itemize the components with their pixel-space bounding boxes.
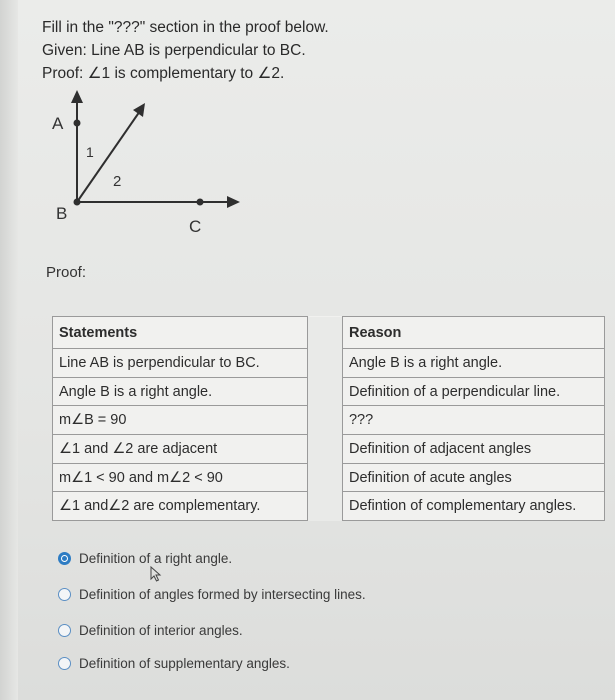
column-gap xyxy=(307,349,342,378)
table-row xyxy=(53,492,605,521)
table-row xyxy=(53,463,605,492)
label-b: B xyxy=(56,204,68,223)
angle-diagram xyxy=(40,85,260,245)
label-a: A xyxy=(52,114,64,133)
label-angle-1: 1 xyxy=(86,144,94,160)
choice-label: Definition of supplementary angles. xyxy=(79,656,290,671)
radio-icon[interactable] xyxy=(58,624,71,637)
column-gap xyxy=(307,406,342,435)
reason-cell: Definition of acute angles xyxy=(342,463,604,492)
question-prove: Proof: ∠1 is complementary to ∠2. xyxy=(42,65,285,82)
choice-right-angle[interactable] xyxy=(58,551,232,566)
question-instruction: Fill in the "???" section in the proof below. xyxy=(42,19,329,36)
choice-label: Definition of angles formed by intersecting lines. xyxy=(79,587,366,602)
reason-cell: Angle B is a right angle. xyxy=(342,349,604,378)
statement-cell: m∠B = 90 xyxy=(53,406,308,435)
proof-table xyxy=(52,316,605,521)
screen-edge xyxy=(0,0,18,700)
column-gap xyxy=(307,377,342,406)
arrowhead-a xyxy=(71,90,83,103)
statement-cell: ∠1 and∠2 are complementary. xyxy=(53,492,308,521)
proof-label: Proof: xyxy=(46,264,87,281)
radio-selected-icon[interactable] xyxy=(58,552,71,565)
statement-cell: ∠1 and ∠2 are adjacent xyxy=(53,435,308,464)
header-reason: Reason xyxy=(342,317,604,349)
statement-cell: m∠1 < 90 and m∠2 < 90 xyxy=(53,463,308,492)
point-b xyxy=(74,199,81,206)
point-a xyxy=(74,120,81,127)
label-angle-2: 2 xyxy=(113,173,122,190)
table-row xyxy=(53,349,605,378)
radio-icon[interactable] xyxy=(58,657,71,670)
label-c: C xyxy=(189,217,202,236)
choice-interior-angles[interactable] xyxy=(58,623,243,638)
mouse-pointer-icon xyxy=(150,566,162,582)
table-row xyxy=(53,435,605,464)
question-given: Given: Line AB is perpendicular to BC. xyxy=(42,42,306,59)
table-header-row xyxy=(53,317,605,349)
table-row xyxy=(53,377,605,406)
reason-cell: Defintion of complementary angles. xyxy=(342,492,604,521)
statement-cell: Angle B is a right angle. xyxy=(53,377,308,406)
choice-supplementary-angles[interactable] xyxy=(58,656,290,671)
column-gap xyxy=(307,463,342,492)
column-gap xyxy=(307,492,342,521)
table-row xyxy=(53,406,605,435)
radio-icon[interactable] xyxy=(58,588,71,601)
statement-cell: Line AB is perpendicular to BC. xyxy=(53,349,308,378)
reason-cell: Definition of adjacent angles xyxy=(342,435,604,464)
reason-cell-missing: ??? xyxy=(342,406,604,435)
header-statements: Statements xyxy=(53,317,308,349)
question-text xyxy=(42,16,329,85)
choice-label: Definition of interior angles. xyxy=(79,623,243,638)
choice-intersecting-lines[interactable] xyxy=(58,587,366,602)
choice-label: Definition of a right angle. xyxy=(79,551,233,566)
reason-cell: Definition of a perpendicular line. xyxy=(342,377,604,406)
arrowhead-diagonal xyxy=(133,103,145,117)
arrowhead-c xyxy=(227,196,240,208)
column-gap xyxy=(307,317,342,349)
point-c xyxy=(197,199,204,206)
column-gap xyxy=(307,435,342,464)
